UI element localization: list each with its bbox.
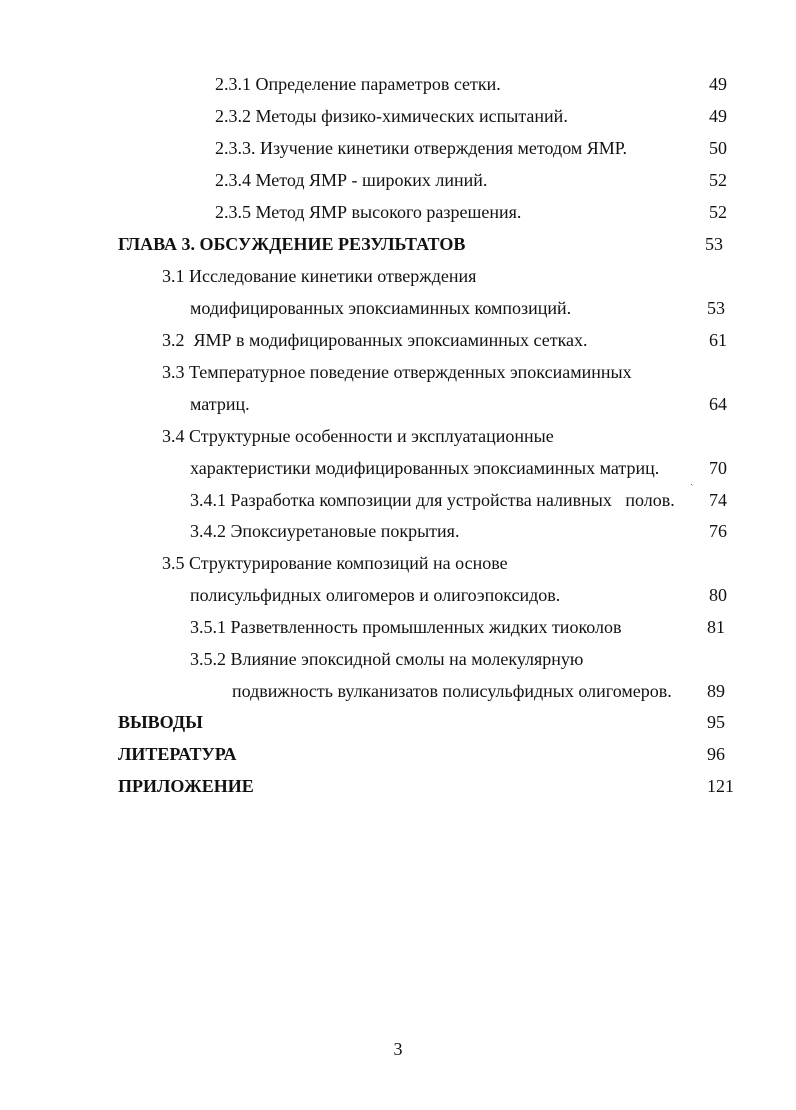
toc-entry-3-4-cont: характеристики модифицированных эпоксиаминных матриц.	[190, 458, 660, 478]
toc-page-3-4-1: 74	[709, 490, 727, 510]
toc-entry-3-5-1: 3.5.1 Разветвленность промышленных жидких тиоколов	[190, 617, 622, 637]
toc-page-3-4: 70	[709, 458, 727, 478]
page-number: 3	[393, 1039, 403, 1059]
toc-entry-2-3-5: 2.3.5 Метод ЯМР высокого разрешения.	[215, 202, 522, 222]
toc-entry-3-4-1: 3.4.1 Разработка композиции для устройства наливных полов.	[190, 490, 675, 510]
toc-page-2-3-5: 52	[709, 202, 727, 222]
toc-appendix: ПРИЛОЖЕНИЕ	[118, 776, 254, 796]
toc-entry-3-4: 3.4 Структурные особенности и эксплуатационные	[162, 426, 554, 446]
toc-page-references: 96	[707, 744, 725, 764]
toc-entry-3-2: 3.2 ЯМР в модифицированных эпоксиаминных сетках.	[162, 330, 588, 350]
toc-entry-3-5-cont: полисульфидных олигомеров и олигоэпоксидов.	[190, 585, 561, 605]
toc-page-3-5-2: 89	[707, 681, 725, 701]
toc-page-appendix: 121	[707, 776, 734, 796]
toc-page-conclusions: 95	[707, 712, 725, 732]
toc-page-2-3-3: 50	[709, 138, 727, 158]
toc-page-chapter-3: 53	[705, 234, 723, 254]
toc-page-3-5-1: 81	[707, 617, 725, 637]
toc-page-3-1: 53	[707, 298, 725, 318]
toc-page-3-4-2: 76	[709, 521, 727, 541]
toc-conclusions: ВЫВОДЫ	[118, 712, 203, 732]
toc-page-3-5: 80	[709, 585, 727, 605]
toc-entry-3-3: 3.3 Температурное поведение отвержденных эпоксиаминных	[162, 362, 632, 382]
toc-entry-3-5-2-cont: подвижность вулканизатов полисульфидных олигомеров.	[232, 681, 672, 701]
scan-mark: ˎ	[690, 475, 694, 486]
toc-entry-3-5: 3.5 Структурирование композиций на основе	[162, 553, 508, 573]
toc-page-2-3-4: 52	[709, 170, 727, 190]
toc-entry-2-3-1: 2.3.1 Определение параметров сетки.	[215, 74, 501, 94]
toc-entry-2-3-2: 2.3.2 Методы физико-химических испытаний.	[215, 106, 568, 126]
toc-page-3-3: 64	[709, 394, 727, 414]
toc-entry-3-4-2: 3.4.2 Эпоксиуретановые покрытия.	[190, 521, 460, 541]
toc-page-2-3-2: 49	[709, 106, 727, 126]
toc-chapter-3: ГЛАВА 3. ОБСУЖДЕНИЕ РЕЗУЛЬТАТОВ	[118, 234, 466, 254]
toc-entry-2-3-4: 2.3.4 Метод ЯМР - широких линий.	[215, 170, 488, 190]
toc-entry-3-3-cont: матриц.	[190, 394, 250, 414]
toc-entry-3-1-cont: модифицированных эпоксиаминных композиций.	[190, 298, 572, 318]
toc-entry-2-3-3: 2.3.3. Изучение кинетики отверждения методом ЯМР.	[215, 138, 628, 158]
toc-page-3-2: 61	[709, 330, 727, 350]
toc-page-2-3-1: 49	[709, 74, 727, 94]
toc-references: ЛИТЕРАТУРА	[118, 744, 237, 764]
toc-entry-3-1: 3.1 Исследование кинетики отверждения	[162, 266, 477, 286]
toc-entry-3-5-2: 3.5.2 Влияние эпоксидной смолы на молекулярную	[190, 649, 584, 669]
